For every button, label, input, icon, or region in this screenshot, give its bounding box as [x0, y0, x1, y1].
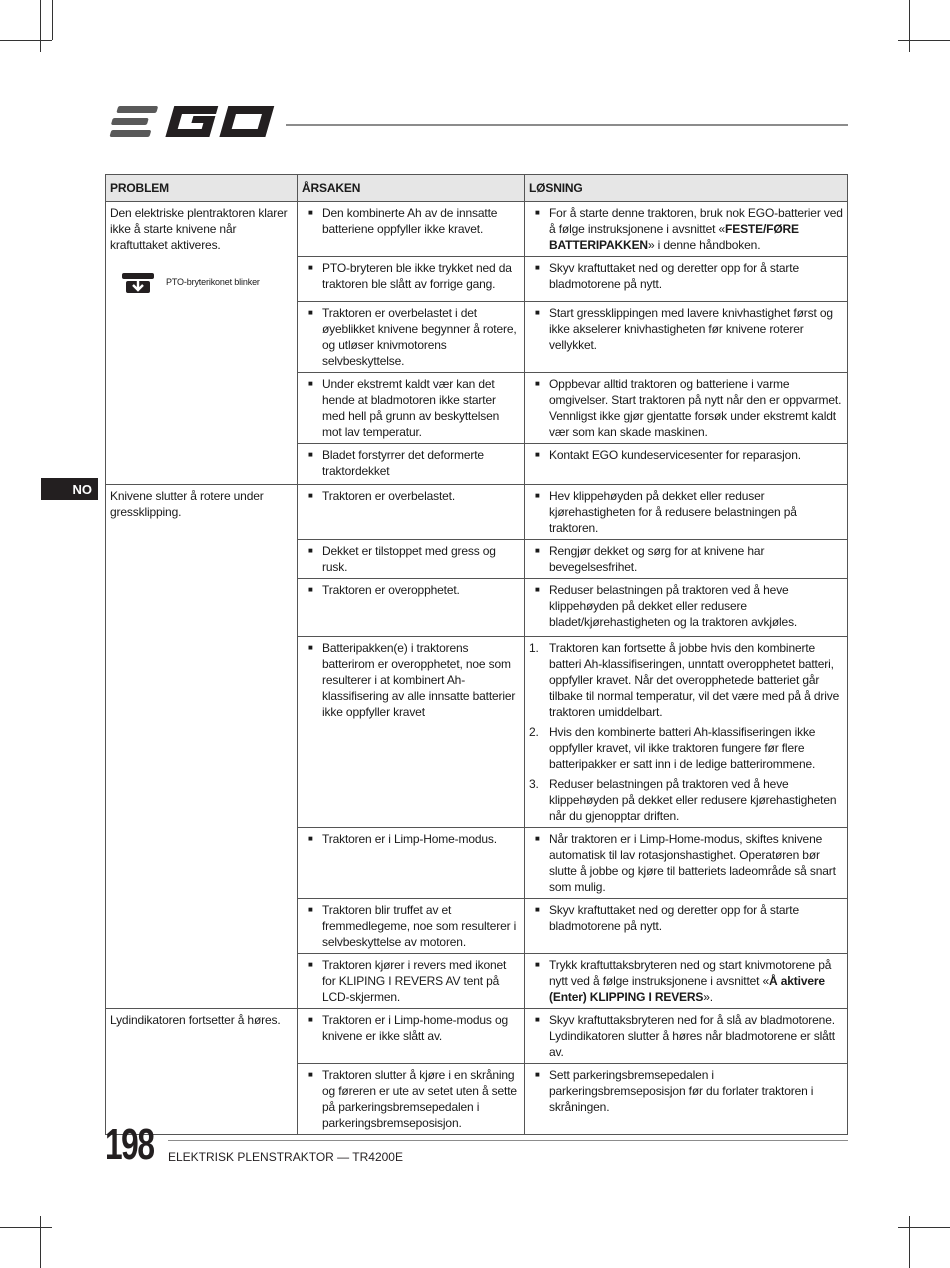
cause-cell	[298, 257, 525, 302]
solution-text: ■ Skyv kraftuttaksbryteren ned for å slå av bladmotorene. Lydindikatoren slutter å høres når bladmotorene er slått av.	[529, 1012, 843, 1060]
cause-text: ■ Traktoren er overbelastet.	[302, 488, 520, 504]
page-number: 198	[105, 1120, 154, 1169]
solution-cell	[525, 1064, 848, 1135]
troubleshooting-table	[105, 174, 848, 1135]
cause-text: ■ Traktoren er overbelastet i det øyeblikket knivene begynner å rotere, og utløser knivmotorens selvbeskyttelse.	[302, 305, 520, 369]
solution-text: ■ Reduser belastningen på traktoren ved å heve klippehøyden på dekket eller redusere bladet/kjørehastigheten og la traktoren avkjøles.	[529, 582, 843, 630]
solution-text: ■ Hev klippehøyden på dekket eller reduser kjørehastigheten for å redusere belastningen på traktoren.	[529, 488, 843, 536]
cause-cell	[298, 579, 525, 637]
cause-cell	[298, 302, 525, 373]
language-tab: NO	[41, 478, 98, 500]
cause-text: ■ Dekket er tilstoppet med gress og rusk.	[302, 543, 520, 575]
crop-mark	[898, 40, 950, 41]
cause-cell	[298, 1064, 525, 1135]
problem-cell	[106, 485, 298, 1009]
problem-text: Lydindikatoren fortsetter å høres.	[110, 1013, 281, 1027]
solution-cell	[525, 302, 848, 373]
cause-text: ■ Bladet forstyrrer det deformerte traktordekket	[302, 447, 520, 479]
cause-text: ■ Traktoren er i Limp-Home-modus.	[302, 831, 520, 847]
solution-cell	[525, 485, 848, 540]
table-row	[106, 485, 848, 540]
solution-cell	[525, 828, 848, 899]
solution-cell	[525, 373, 848, 444]
solution-text: ■ Skyv kraftuttaket ned og deretter opp for å starte bladmotorene på nytt.	[529, 260, 843, 292]
header-cause: ÅRSAKEN	[298, 175, 525, 202]
solution-text: ■ Skyv kraftuttaket ned og deretter opp for å starte bladmotorene på nytt.	[529, 902, 843, 934]
crop-mark	[898, 1227, 950, 1228]
numbered-step: 1. Traktoren kan fortsette å jobbe hvis den kombinerte batteri Ah-klassifiseringen, unntatt overopphetet batteri, oppfyller kravet. Når det overopphetede batteriet går tilbake til normal temperatur, vil det være med på å drive traktoren umiddelbart.	[529, 641, 840, 719]
problem-cell	[106, 1009, 298, 1135]
solution-cell	[525, 579, 848, 637]
cause-text: ■ Traktoren er overopphetet.	[302, 582, 520, 598]
cause-cell	[298, 828, 525, 899]
ego-logo	[106, 100, 278, 144]
solution-cell	[525, 444, 848, 485]
cause-text: ■ PTO-bryteren ble ikke trykket ned da traktoren ble slått av forrige gang.	[302, 260, 520, 292]
crop-mark	[40, 1216, 41, 1268]
header-rule	[286, 124, 848, 126]
solution-text: ■ For å starte denne traktoren, bruk nok EGO-batterier ved å følge instruksjonene i avsnittet «FESTE/FØRE BATTERIPAKKEN» i denne håndboken.	[529, 205, 843, 253]
cause-text: ■ Under ekstremt kaldt vær kan det hende at bladmotoren ikke starter med hell på grunn av beskyttelsen mot lav temperatur.	[302, 376, 520, 440]
cause-text: ■ Den kombinerte Ah av de innsatte batteriene oppfyller ikke kravet.	[302, 205, 520, 237]
solution-text: ■ Når traktoren er i Limp-Home-modus, skiftes knivene automatisk til lav rotasjonshastighet. Operatøren bør slutte å jobbe og kjøre til batteriets ladeområde så snart som mulig.	[529, 831, 843, 895]
crop-mark	[52, 0, 53, 40]
solution-text: ■ Oppbevar alltid traktoren og batteriene i varme omgivelser. Start traktoren på nytt når den er oppvarmet. Vennligst ikke gjør gjentatte forsøk under ekstremt kaldt vær som kan skade maskinen.	[529, 376, 843, 440]
table-row	[106, 202, 848, 257]
footer-title: ELEKTRISK PLENSTRAKTOR — TR4200E	[168, 1150, 403, 1164]
numbered-step: 3. Reduser belastningen på traktoren ved å heve klippehøyden på dekket eller redusere kjørehastigheten når du gjenopptar driften.	[529, 777, 837, 823]
solution-cell	[525, 202, 848, 257]
solution-text: ■ Start gressklippingen med lavere knivhastighet først og ikke akselerer knivhastigheten før knivene roterer vellykket.	[529, 305, 843, 353]
cause-text: ■ Traktoren kjører i revers med ikonet for KLIPING I REVERS AV tent på LCD-skjermen.	[302, 957, 520, 1005]
solution-text: ■ Sett parkeringsbremsepedalen i parkeringsbremseposisjon før du forlater traktoren i skråningen.	[529, 1067, 843, 1115]
solution-cell	[525, 1009, 848, 1064]
problem-text: Knivene slutter å rotere under gressklipping.	[110, 489, 264, 519]
pto-icon-caption: PTO-bryterikonet blinker	[166, 277, 260, 287]
crop-mark	[909, 1216, 910, 1268]
section-reference: Å aktivere (Enter) KLIPPING I REVERS	[549, 974, 825, 1004]
section-reference: FESTE/FØRE BATTERIPAKKEN	[549, 222, 799, 252]
table-row	[106, 1009, 848, 1064]
crop-mark	[40, 0, 41, 52]
header-problem: PROBLEM	[106, 175, 298, 202]
cause-text: ■ Traktoren er i Limp-home-modus og knivene er ikke slått av.	[302, 1012, 520, 1044]
crop-mark	[909, 0, 910, 52]
problem-text: Den elektriske plentraktoren klarer ikke å starte knivene når kraftuttaket aktiveres.	[110, 206, 288, 252]
solution-text: ■ Kontakt EGO kundeservicesenter for reparasjon.	[529, 447, 843, 463]
cause-cell	[298, 373, 525, 444]
solution-cell	[525, 257, 848, 302]
solution-cell	[525, 954, 848, 1009]
crop-mark	[0, 40, 52, 41]
pto-switch-icon	[122, 271, 154, 293]
crop-mark	[0, 1227, 52, 1228]
pto-indicator	[110, 271, 293, 293]
solution-text: ■ Rengjør dekket og sørg for at knivene har bevegelsesfrihet.	[529, 543, 843, 575]
cause-cell	[298, 1009, 525, 1064]
cause-text: ■ Traktoren blir truffet av et fremmedlegeme, noe som resulterer i selvbeskyttelse av motoren.	[302, 902, 520, 950]
numbered-step: 2. Hvis den kombinerte batteri Ah-klassifiseringen ikke oppfyller kravet, vil ikke traktoren fungere før flere batteripakker er satt inn i de ledige batterirommene.	[529, 725, 816, 771]
cause-text: ■ Batteripakken(e) i traktorens batterirom er overopphetet, noe som resulterer i at kombinert Ah-klassifisering av alle innsatte batterier ikke oppfyller kravet	[302, 640, 520, 720]
footer-rule	[168, 1140, 848, 1141]
cause-cell	[298, 540, 525, 579]
cause-cell	[298, 637, 525, 828]
header-solution: LØSNING	[525, 175, 848, 202]
solution-cell	[525, 899, 848, 954]
solution-cell	[525, 637, 848, 828]
cause-cell	[298, 485, 525, 540]
cause-cell	[298, 899, 525, 954]
table-header-row	[106, 175, 848, 202]
cause-cell	[298, 954, 525, 1009]
cause-text: ■ Traktoren slutter å kjøre i en skråning og føreren er ute av setet uten å sette på parkeringsbremsepedalen i parkeringsbremseposisjon.	[302, 1067, 520, 1131]
cause-cell	[298, 202, 525, 257]
solution-text: ■ Trykk kraftuttaksbryteren ned og start knivmotorene på nytt ved å følge instruksjonene i avsnittet «Å aktivere (Enter) KLIPPING I REVERS».	[529, 957, 843, 1005]
cause-cell	[298, 444, 525, 485]
solution-cell	[525, 540, 848, 579]
problem-cell	[106, 202, 298, 485]
